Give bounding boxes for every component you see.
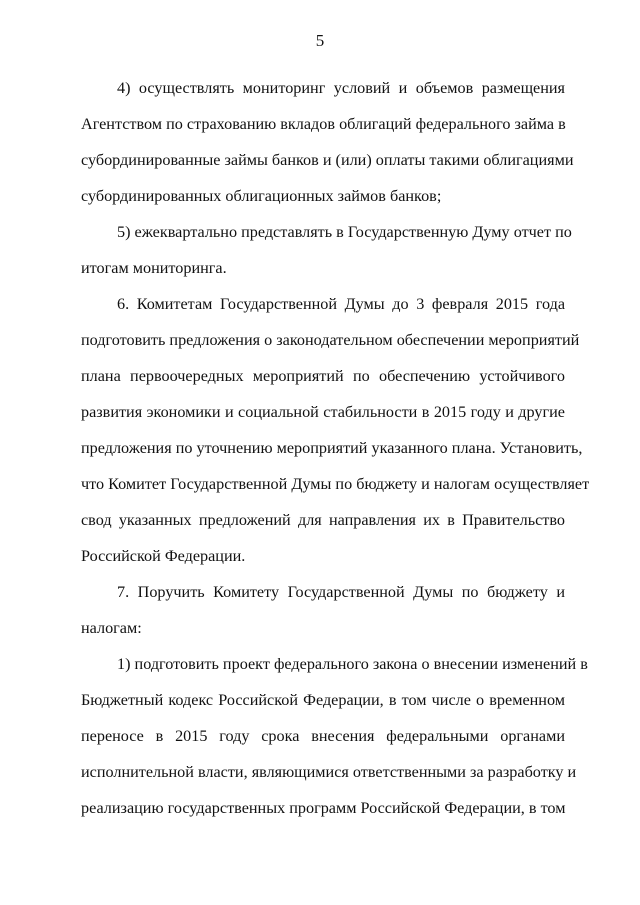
page-number: 5: [315, 31, 325, 50]
text-line: 1) подготовить проект федерального закона о внесении изменений в: [117, 655, 588, 673]
text-line: свод указанных предложений для направления их в Правительство: [81, 511, 565, 529]
text-line: подготовить предложения о законодательном обеспечении мероприятий: [81, 331, 580, 349]
text-line: 4) осуществлять мониторинг условий и объемов размещения: [117, 79, 565, 97]
text-line: плана первоочередных мероприятий по обеспечению устойчивого: [81, 367, 565, 385]
text-line: субординированные займы банков и (или) оплаты такими облигациями: [81, 151, 574, 169]
text-line: развития экономики и социальной стабильности в 2015 году и другие: [81, 403, 565, 421]
text-line: 5) ежеквартально представлять в Государственную Думу отчет по: [117, 223, 572, 241]
text-line: исполнительной власти, являющимися ответственными за разработку и: [81, 763, 577, 781]
text-line: реализацию государственных программ Российской Федерации, в том: [81, 799, 566, 817]
text-line: Российской Федерации.: [81, 547, 246, 565]
text-line: налогам:: [81, 619, 142, 637]
text-line: 7. Поручить Комитету Государственной Думы по бюджету и: [117, 583, 565, 601]
text-line: субординированных облигационных займов банков;: [81, 187, 442, 205]
text-line: Агентством по страхованию вкладов облигаций федерального займа в: [81, 115, 566, 133]
text-line: переносе в 2015 году срока внесения федеральными органами: [81, 727, 565, 745]
text-line: итогам мониторинга.: [81, 259, 227, 277]
text-line: предложения по уточнению мероприятий указанного плана. Установить,: [81, 439, 583, 457]
text-line: 6. Комитетам Государственной Думы до 3 февраля 2015 года: [117, 295, 565, 313]
text-line: что Комитет Государственной Думы по бюджету и налогам осуществляет: [81, 475, 590, 493]
text-line: Бюджетный кодекс Российской Федерации, в том числе о временном: [81, 691, 565, 709]
